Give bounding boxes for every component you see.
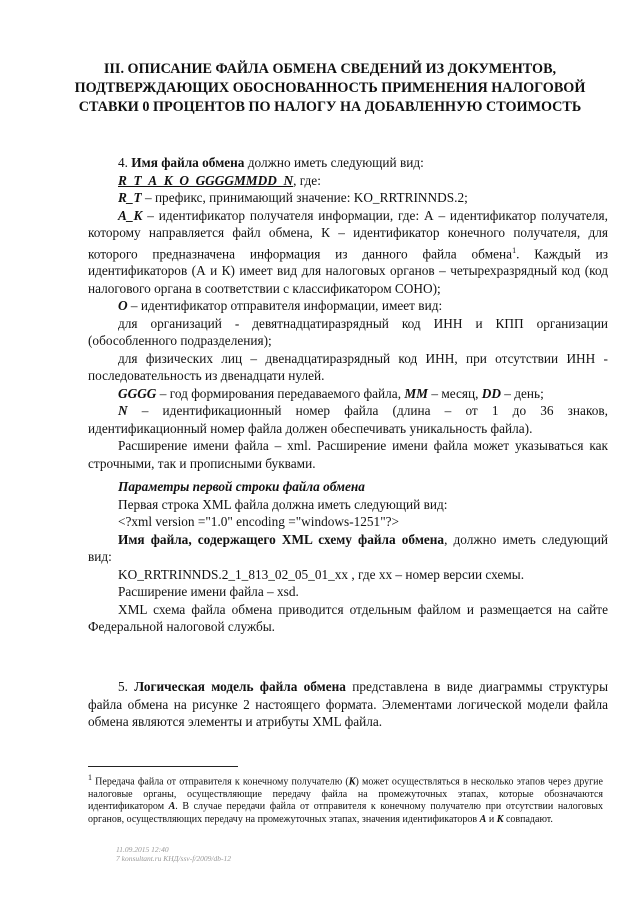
logical-model-term: Логическая модель файла обмена [134, 679, 346, 694]
schema-intro-text: , должно иметь следующий вид: [88, 531, 608, 565]
o-key: O [118, 298, 128, 314]
print-stamp [116, 845, 231, 863]
rt-key: R_T [118, 190, 142, 205]
footnote-a-2: А [479, 813, 487, 825]
sender-individual: для физических лиц – двенадцатиразрядный код ИНН, при отсутствии ИНН - последовательность из двенадцати нулей. [88, 350, 608, 384]
o-text: – идентификатор отправителя информации, имеет вид: [127, 298, 443, 314]
section-5 [88, 678, 608, 731]
first-line-paragraph: Первая строка XML файла должна иметь следующий вид: [118, 496, 448, 512]
stamp-date: 11.09.2015 12:40 [116, 845, 169, 854]
footnote-ref: 1 [512, 245, 517, 255]
day-key: DD [481, 385, 501, 401]
recipient-definition [88, 207, 608, 298]
xml-declaration: <?xml version ="1.0" encoding ="windows-1251"?> [118, 514, 400, 530]
schema-term: Имя файла, содержащего XML схему файла обмена [118, 531, 445, 547]
schema-note: XML схема файла обмена приводится отдельным файлом и размещается на сайте Федеральной налоговой службы. [88, 601, 608, 635]
stamp-source: 7 konsultant.ru КНД/ssv-f/2009/db-12 [116, 854, 231, 863]
item-number-5: 5. [118, 679, 135, 694]
file-name-intro [88, 154, 608, 172]
item-number: 4. [118, 155, 132, 170]
section-title: III. ОПИСАНИЕ ФАЙЛА ОБМЕНА СВЕДЕНИЙ ИЗ ДОКУМЕНТОВ, ПОДТВЕРЖДАЮЩИХ ОБОСНОВАННОСТЬ ПРИМЕНЕНИЯ НАЛОГОВОЙ СТАВКИ 0 ПРОЦЕНТОВ ПО НАЛОГУ НА ДОБАВЛЕННУЮ СТОИМОСТЬ [74, 61, 586, 115]
sender-definition [88, 297, 608, 315]
month-text: – месяц, [428, 385, 482, 401]
footnote-a-1: А [168, 801, 176, 813]
n-key: N [118, 403, 128, 419]
schema-extension: Расширение имени файла – xsd. [118, 584, 299, 600]
footnote-divider [88, 766, 238, 767]
day-text: – день; [500, 385, 544, 401]
date-definition [88, 385, 608, 403]
number-definition [88, 402, 608, 437]
file-name-term: Имя файла обмена [131, 155, 245, 170]
extension-paragraph: Расширение имени файла – xml. Расширение имени файла может указываться как строчными, так и прописными буквами. [88, 438, 608, 471]
pattern-suffix: , где: [293, 172, 321, 188]
schema-file-name: KO_RRTRINNDS.2_1_813_02_05_01_xx , где хх – номер версии схемы. [118, 566, 525, 582]
footnote-k-2: К [496, 813, 504, 825]
year-text: – год формирования передаваемого файла, [156, 385, 405, 401]
footnote-text-3: . В случае передачи файла от отправителя к конечному получателю при отсутствии налоговых органов, осуществляющих передачу на промежуточных этапах, значения идентификаторов [88, 801, 603, 825]
logical-model-paragraph [88, 678, 608, 731]
footnote-text-1: Передача файла от отправителя к конечному получателю ( [92, 776, 349, 788]
n-text: – идентификационный номер файла (длина – от 1 до 36 знаков, идентификационный номер файла должен обеспечивать уникальность файла). [88, 403, 608, 436]
footnote-k-1: К [348, 776, 356, 788]
footnote-mark: 1 [88, 773, 92, 782]
file-name-pattern-line [88, 172, 608, 190]
ak-text: – идентификатор получателя информации, где: А – идентификатор получателя, которому направляется файл обмена, К – идентификатор конечного получателя, для которого предназначена информация из данного файла обмена [88, 207, 608, 261]
ak-key: A_K [118, 207, 143, 223]
rt-text: – префикс, принимающий значение: KO_RRTRINNDS.2; [141, 190, 468, 205]
params-heading: Параметры первой строки файла обмена [118, 479, 365, 495]
file-name-intro-text: должно иметь следующий вид: [244, 155, 424, 170]
footnote [88, 772, 603, 826]
footnote-text-4: и [486, 813, 497, 825]
footnote-text-2: ) может осуществляться в несколько этапов через другие налоговые органы, осуществляющие передачу файла на промежуточных этапах, которые обозначаются идентификатором [88, 776, 603, 813]
logical-model-text: представлена в виде диаграммы структуры файла обмена на рисунке 2 настоящего формата. Элементами логической модели файла обмена являются элементы и атрибуты XML файла. [88, 679, 609, 729]
section-4 [88, 154, 608, 636]
sender-org: для организаций - девятнадцатиразрядный код ИНН и КПП организации (обособленного подразделения); [88, 315, 608, 349]
footnote-text-5: совпадают. [503, 813, 553, 825]
month-key: MM [404, 385, 429, 401]
prefix-definition [88, 189, 608, 207]
schema-name-intro [88, 531, 608, 566]
file-name-pattern: R_T_A_K_O_GGGGMMDD_N [118, 172, 294, 188]
ak-text-2: . Каждый из идентификаторов (А и К) имеет вид для налоговых органов – четырехразрядный код (код налогового органа в соответствии с классификатором СОНО); [88, 245, 608, 296]
year-key: GGGG [118, 385, 157, 401]
